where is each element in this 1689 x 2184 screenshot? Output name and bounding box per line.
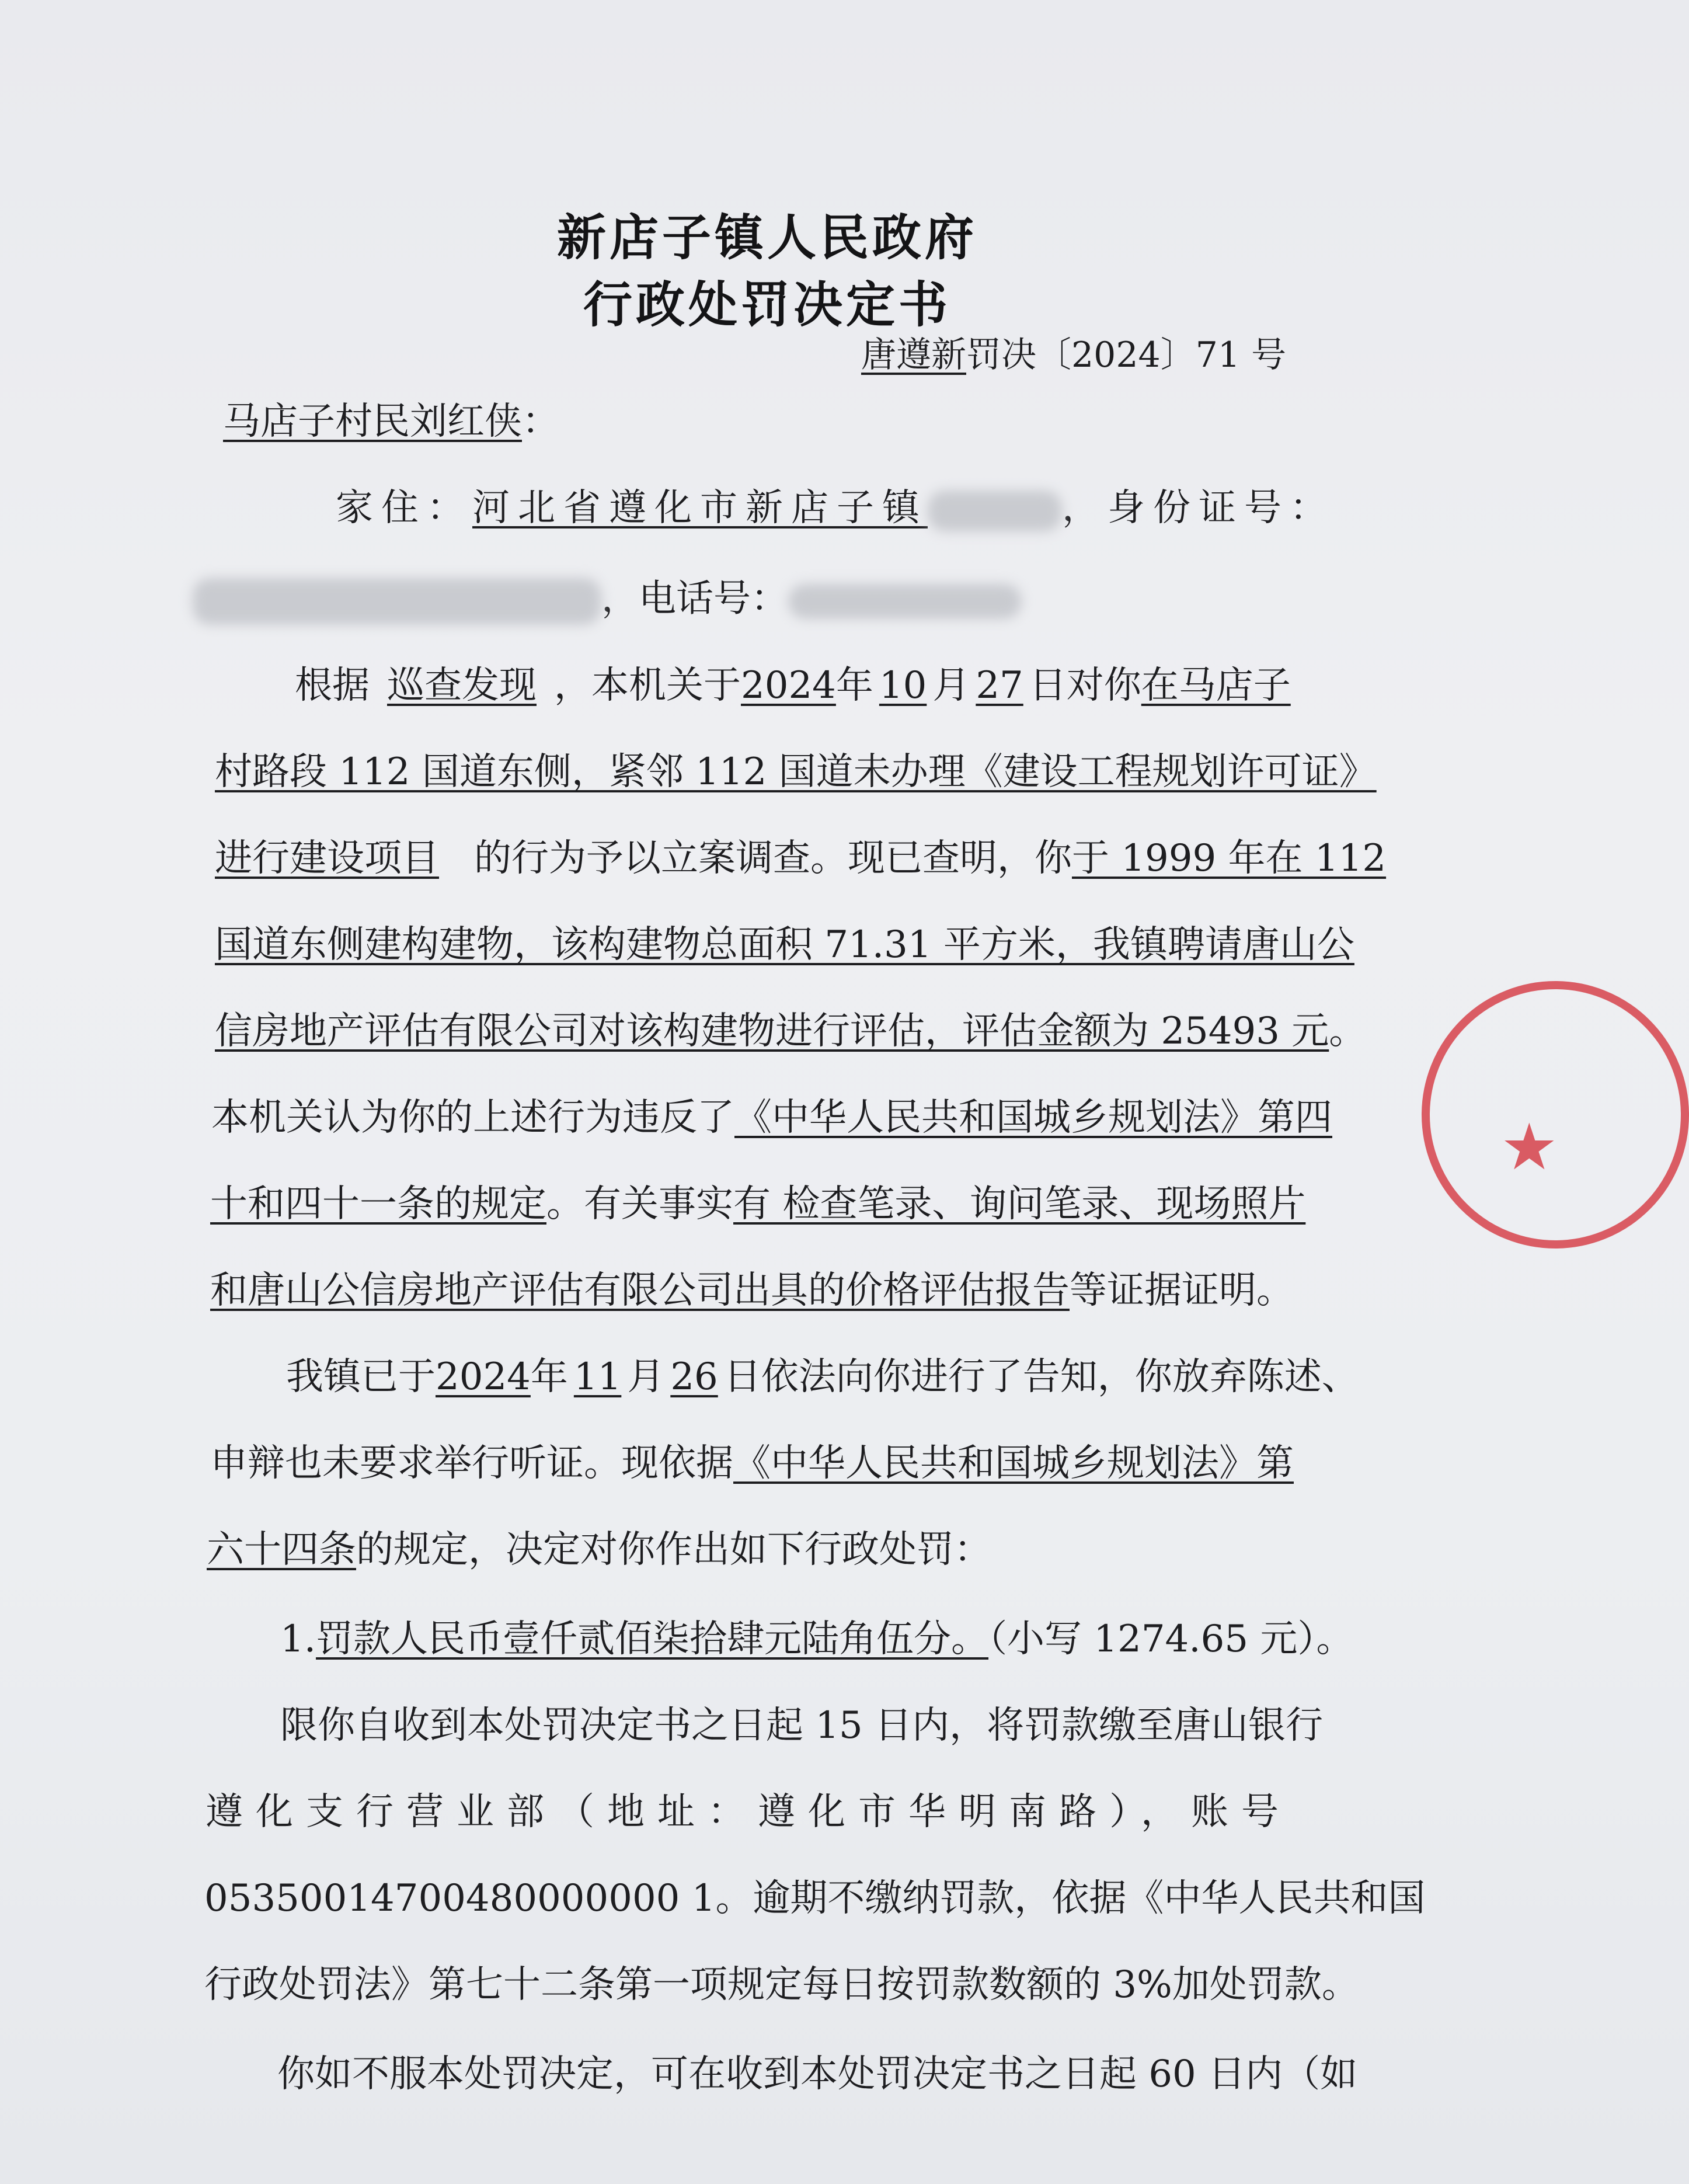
payment-line-2: 遵化支行营业部（地址：遵化市华明南路），账号	[206, 1790, 1291, 1834]
text: 年	[835, 664, 873, 707]
text: ，本机关于	[554, 664, 741, 707]
paragraph-1-line-5	[215, 1010, 1367, 1053]
location-value: 在马店子	[1141, 664, 1291, 707]
doc-number-prefix: 唐遵新	[861, 335, 966, 375]
fact-value: 国道东侧建构建物，该构建物总面积 71.31 平方米，我镇聘请唐山公	[215, 923, 1354, 966]
text: 日依法向你进行了告知，你放弃陈述、	[723, 1355, 1359, 1399]
paragraph-2-line-3	[207, 1528, 991, 1571]
paragraph-2-line-2	[210, 1442, 1294, 1485]
text: 的规定，决定对你作出如下行政处罚：	[356, 1528, 991, 1571]
text: 根据	[295, 664, 370, 707]
day-value: 26	[670, 1355, 718, 1399]
paragraph-1-line-7	[210, 1183, 1306, 1226]
evidence-value: 和唐山公信房地产评估有限公司出具的价格评估报告	[210, 1269, 1070, 1312]
paragraph-1-line-4	[215, 923, 1354, 966]
phone-label: ，电话号：	[601, 577, 788, 621]
text: 申辩也未要求举行听证。现依据	[210, 1442, 733, 1485]
text: 月	[932, 664, 970, 707]
paragraph-1-line-1	[295, 664, 1291, 707]
law-value: 《中华人民共和国城乡规划法》第四	[734, 1096, 1332, 1139]
redacted-phone	[788, 584, 1022, 619]
payment-line-4: 行政处罚法》第七十二条第一项规定每日按罚款数额的 3%加处罚款。	[204, 1963, 1359, 2006]
penalty-line	[280, 1618, 1354, 1661]
paragraph-2-line-1	[286, 1355, 1359, 1399]
address-label: 家住：	[336, 486, 472, 530]
text: 年	[530, 1355, 568, 1399]
fact-value: 于 1999 年在 112	[1072, 837, 1387, 880]
law-value: 六十四条	[207, 1528, 356, 1571]
text: 日对你	[1029, 664, 1141, 707]
location-value: 进行建设项目	[215, 837, 439, 880]
text: 。有关事实	[546, 1183, 733, 1226]
text: 等证据证明。	[1070, 1269, 1294, 1312]
text: 本机关认为你的上述行为违反了	[211, 1096, 734, 1139]
recipient-name: 马店子村民刘红侠	[223, 400, 522, 443]
source-value: 巡查发现	[387, 664, 537, 707]
recipient-line	[223, 400, 559, 443]
issuer-title: 新店子镇人民政府	[556, 209, 977, 266]
penalty-amount-words: 罚款人民币壹仟贰佰柒拾肆元陆角伍分。	[316, 1618, 989, 1661]
paragraph-1-line-8	[210, 1269, 1294, 1312]
month-value: 11	[573, 1355, 622, 1399]
year-value: 2024	[436, 1355, 531, 1399]
address-value: 河北省遵化市新店子镇	[472, 486, 928, 530]
location-value: 村路段 112 国道东侧，紧邻 112 国道未办理《建设工程规划许可证》	[215, 750, 1377, 794]
day-value: 27	[976, 664, 1023, 707]
id-label: ，身份证号：	[1062, 486, 1335, 530]
paragraph-1-line-3	[215, 837, 1387, 880]
fact-value: 信房地产评估有限公司对该构建物进行评估，评估金额为 25493 元	[215, 1010, 1329, 1053]
text: 。	[1329, 1010, 1367, 1053]
law-value: 《中华人民共和国城乡规划法》第	[733, 1442, 1294, 1485]
penalty-index: 1.	[280, 1618, 316, 1661]
text: 的行为予以立案调查。现已查明，你	[474, 837, 1072, 880]
text: 月	[627, 1355, 665, 1399]
address-line	[336, 486, 1335, 531]
document-number	[861, 335, 1287, 375]
month-value: 10	[879, 664, 927, 707]
phone-line	[193, 578, 1022, 625]
seal-star-icon: ★	[1500, 1110, 1558, 1184]
payment-line-1: 限你自收到本处罚决定书之日起 15 日内，将罚款缴至唐山银行	[280, 1704, 1324, 1747]
document-title: 行政处罚决定书	[583, 276, 951, 333]
evidence-value: 有 检查笔录、询问笔录、现场照片	[733, 1183, 1306, 1226]
law-value: 十和四十一条的规定	[210, 1183, 546, 1226]
redacted-address	[928, 491, 1062, 531]
recipient-colon: ：	[522, 400, 559, 443]
penalty-amount-number: （小写 1274.65 元）。	[988, 1618, 1354, 1661]
paragraph-1-line-6	[211, 1096, 1332, 1139]
doc-number-rest: 罚决〔2024〕71 号	[966, 335, 1287, 375]
text: 我镇已于	[286, 1355, 436, 1399]
paragraph-1-line-2	[215, 750, 1377, 794]
payment-line-3: 05350014700480000000 1。逾期不缴纳罚款，依据《中华人民共和国	[204, 1877, 1426, 1920]
redacted-id	[193, 578, 601, 625]
year-value: 2024	[741, 664, 836, 707]
appeal-line: 你如不服本处罚决定，可在收到本处罚决定书之日起 60 日内（如	[277, 2053, 1358, 2096]
